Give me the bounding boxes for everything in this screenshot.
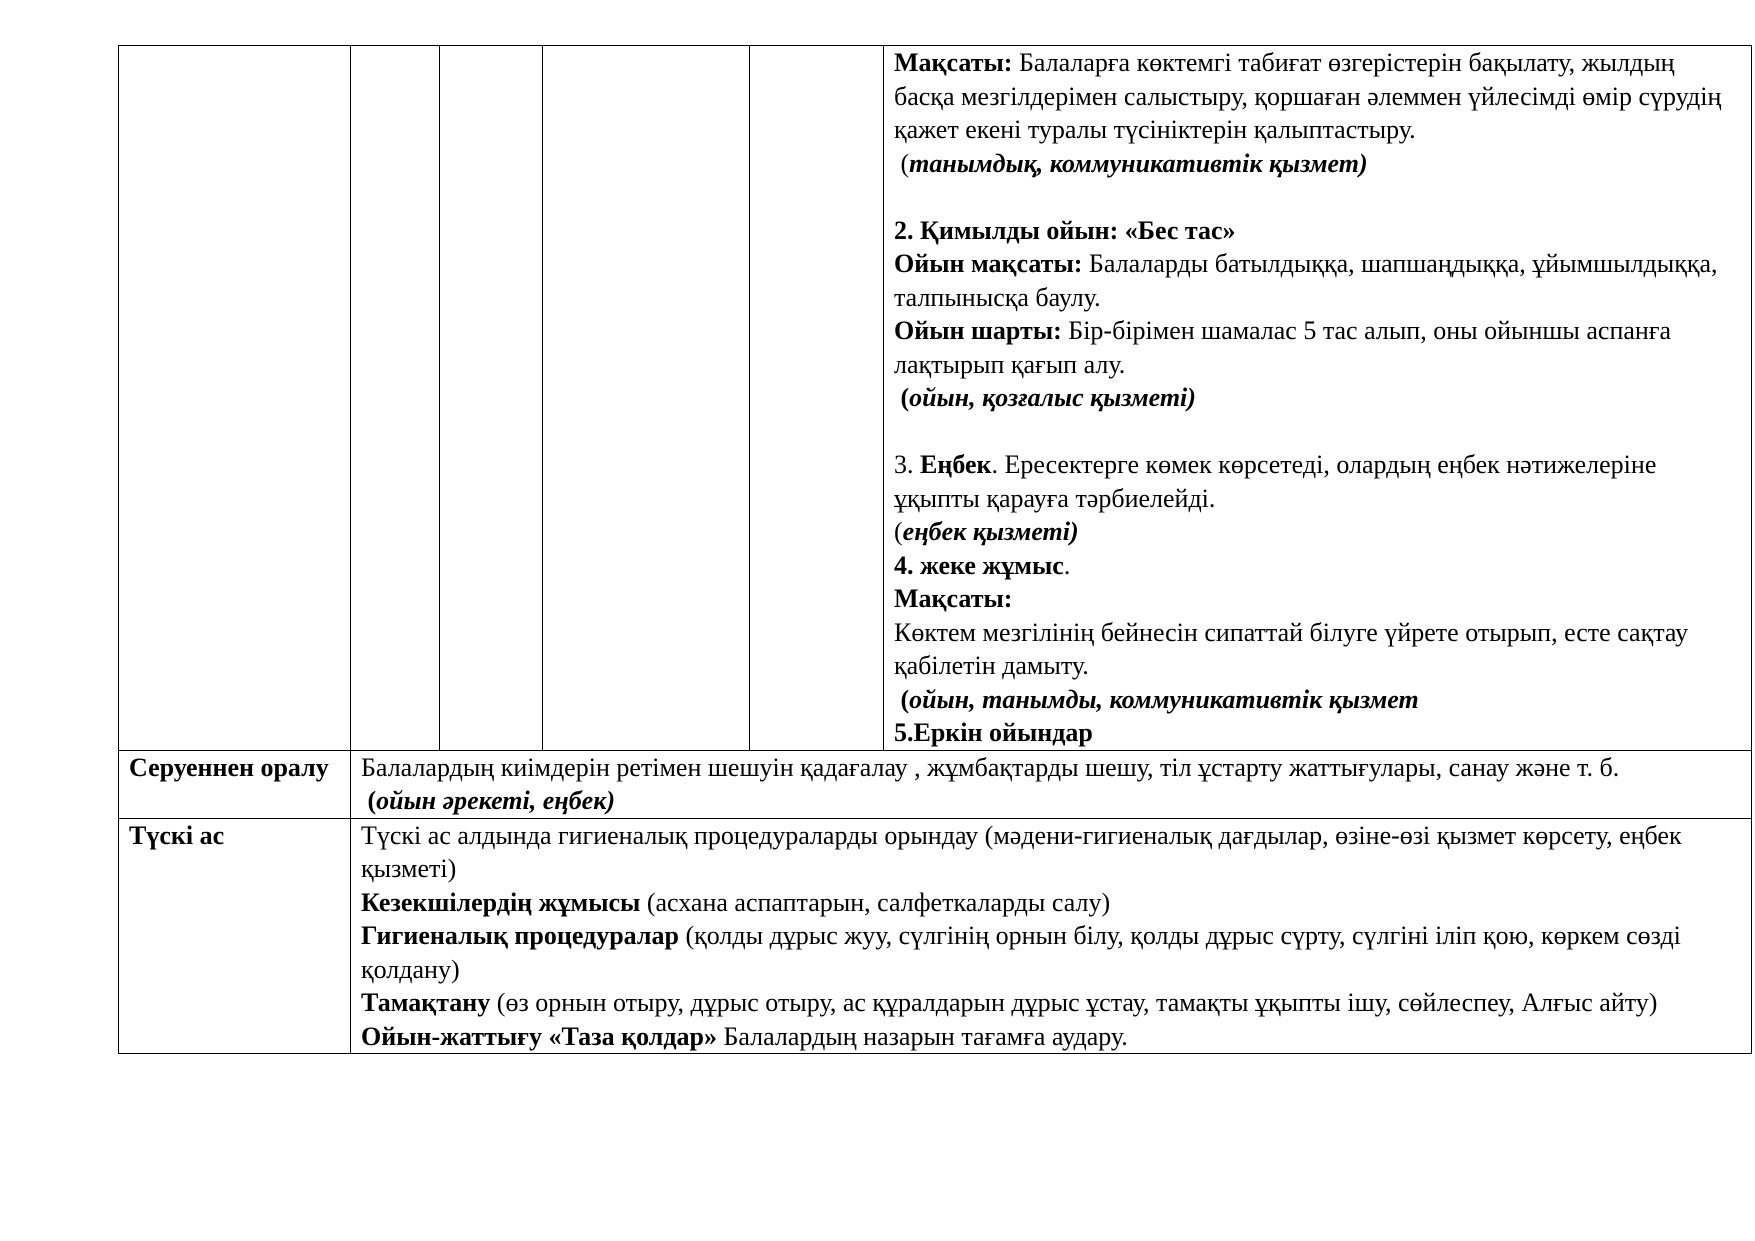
empty-cell-1 <box>351 46 440 751</box>
walk-goal-label: Мақсаты: <box>894 48 1013 77</box>
lunch-hygiene-label: Гигиеналық процедуралар <box>361 921 679 950</box>
game-activity: (ойын, қозғалыс қызметі) <box>900 383 1196 412</box>
return-activity: (ойын әрекеті, еңбек) <box>367 786 616 815</box>
labor-activity-text: еңбек қызметі) <box>902 517 1079 546</box>
individual-goal-label: Мақсаты: <box>894 584 1013 613</box>
free-games: 5.Еркін ойындар <box>894 718 1093 747</box>
game-goal-text: Балаларды батылдыққа, шапшаңдыққа, ұйымшылдыққа, талпынысқа баулу. <box>894 249 1718 312</box>
game-rules <box>894 314 1741 381</box>
labor <box>894 448 1741 515</box>
lunch-content-cell <box>351 818 1752 1054</box>
game-rules-text: Бір-бірімен шамалас 5 тас алып, оны ойыншы аспанға лақтырып қағып алу. <box>894 316 1672 379</box>
walk-goal-text: Балаларға көктемгі табиғат өзгерістерін бақылату, жылдың басқа мезгілдерімен салыстыру, қоршаған әлеммен үйлесімді өмір сүрудің қажет екені туралы түсініктерін қалыптастыру. <box>894 48 1722 144</box>
schedule-table <box>118 45 1752 1054</box>
empty-cell-3 <box>543 46 750 751</box>
individual-activity: (ойын, танымды, коммуникативтік қызмет <box>900 684 1419 714</box>
labor-text: . Ересектерге көмек көрсетеді, олардың еңбек нәтижелеріне ұқыпты қарауға тәрбиелейді. <box>894 450 1657 513</box>
game-goal <box>894 247 1741 314</box>
empty-cell-4 <box>750 46 884 751</box>
individual-work-dot: . <box>1063 550 1071 580</box>
lunch-eating <box>361 986 1741 1020</box>
lunch-label: Түскі ас <box>119 818 351 1054</box>
walk-goal-activity-text: танымдық, коммуникативтік қызмет) <box>909 148 1368 178</box>
return-label: Серуеннен оралу <box>119 750 351 818</box>
lunch-intro: Түскі ас алдында гигиеналық процедураларды орындау (мәдени-гигиеналық дағдылар, өзіне-өзі қызмет көрсету, еңбек қызметі) <box>361 820 1682 883</box>
lunch-exercise-label: Ойын-жаттығу «Таза қолдар» <box>361 1021 717 1051</box>
return-text: Балалардың киімдерін ретімен шешуін қадағалау , жұмбақтарды шешу, тіл ұстарту жаттығулары, санау және т. б. <box>361 752 1620 782</box>
lunch-duty <box>361 886 1741 920</box>
walk-goal-activity: (танымдық, коммуникативтік қызмет) <box>894 148 1368 178</box>
return-content-cell <box>351 750 1752 818</box>
lunch-row <box>119 818 1752 1054</box>
lunch-eating-label: Тамақтану <box>361 988 491 1017</box>
game-activity-text: ойын, қозғалыс қызметі) <box>909 383 1196 412</box>
lunch-duty-text: (асхана аспаптарын, салфеткаларды салу) <box>640 887 1111 917</box>
empty-cell-label <box>119 46 351 751</box>
walk-goal <box>894 46 1741 147</box>
return-activity-text: ойын әрекеті, еңбек) <box>376 786 616 815</box>
lunch-hygiene-text: (қолды дұрыс жуу, сүлгінің орнын білу, қолды дұрыс сүрту, сүлгіні іліп қою, көркем сөзді қолдану) <box>361 921 1681 984</box>
individual-goal-text: Көктем мезгілінің бейнесін сипаттай білуге үйрете отырып, есте сақтау қабілетін дамыту. <box>894 617 1689 680</box>
lunch-exercise-text: Балалардың назарын тағамға аудару. <box>716 1021 1128 1051</box>
individual-work-label: 4. жеке жұмыс <box>894 550 1064 580</box>
game-rules-label: Ойын шарты: <box>894 316 1062 345</box>
lunch-eating-text: (өз орнын отыру, дұрыс отыру, ас құралдарын дұрыс ұстау, тамақты ұқыпты ішу, сөйлеспеу, Алғыс айту) <box>490 988 1658 1017</box>
walk-row <box>119 46 1752 751</box>
individual-work <box>894 549 1741 583</box>
lunch-exercise <box>361 1020 1741 1054</box>
game-goal-label: Ойын мақсаты: <box>894 249 1083 278</box>
labor-num: 3. <box>894 450 920 479</box>
labor-activity: (еңбек қызметі) <box>894 517 1079 546</box>
return-row <box>119 750 1752 818</box>
lunch-hygiene <box>361 919 1741 986</box>
individual-activity-text: ойын, танымды, коммуникативтік қызмет <box>909 684 1419 714</box>
empty-cell-2 <box>440 46 543 751</box>
game-title: 2. Қимылды ойын: «Бес тас» <box>894 215 1236 245</box>
labor-label: Еңбек <box>920 450 992 479</box>
lunch-duty-label: Кезекшілердің жұмысы <box>361 887 641 917</box>
walk-content-cell <box>884 46 1752 751</box>
